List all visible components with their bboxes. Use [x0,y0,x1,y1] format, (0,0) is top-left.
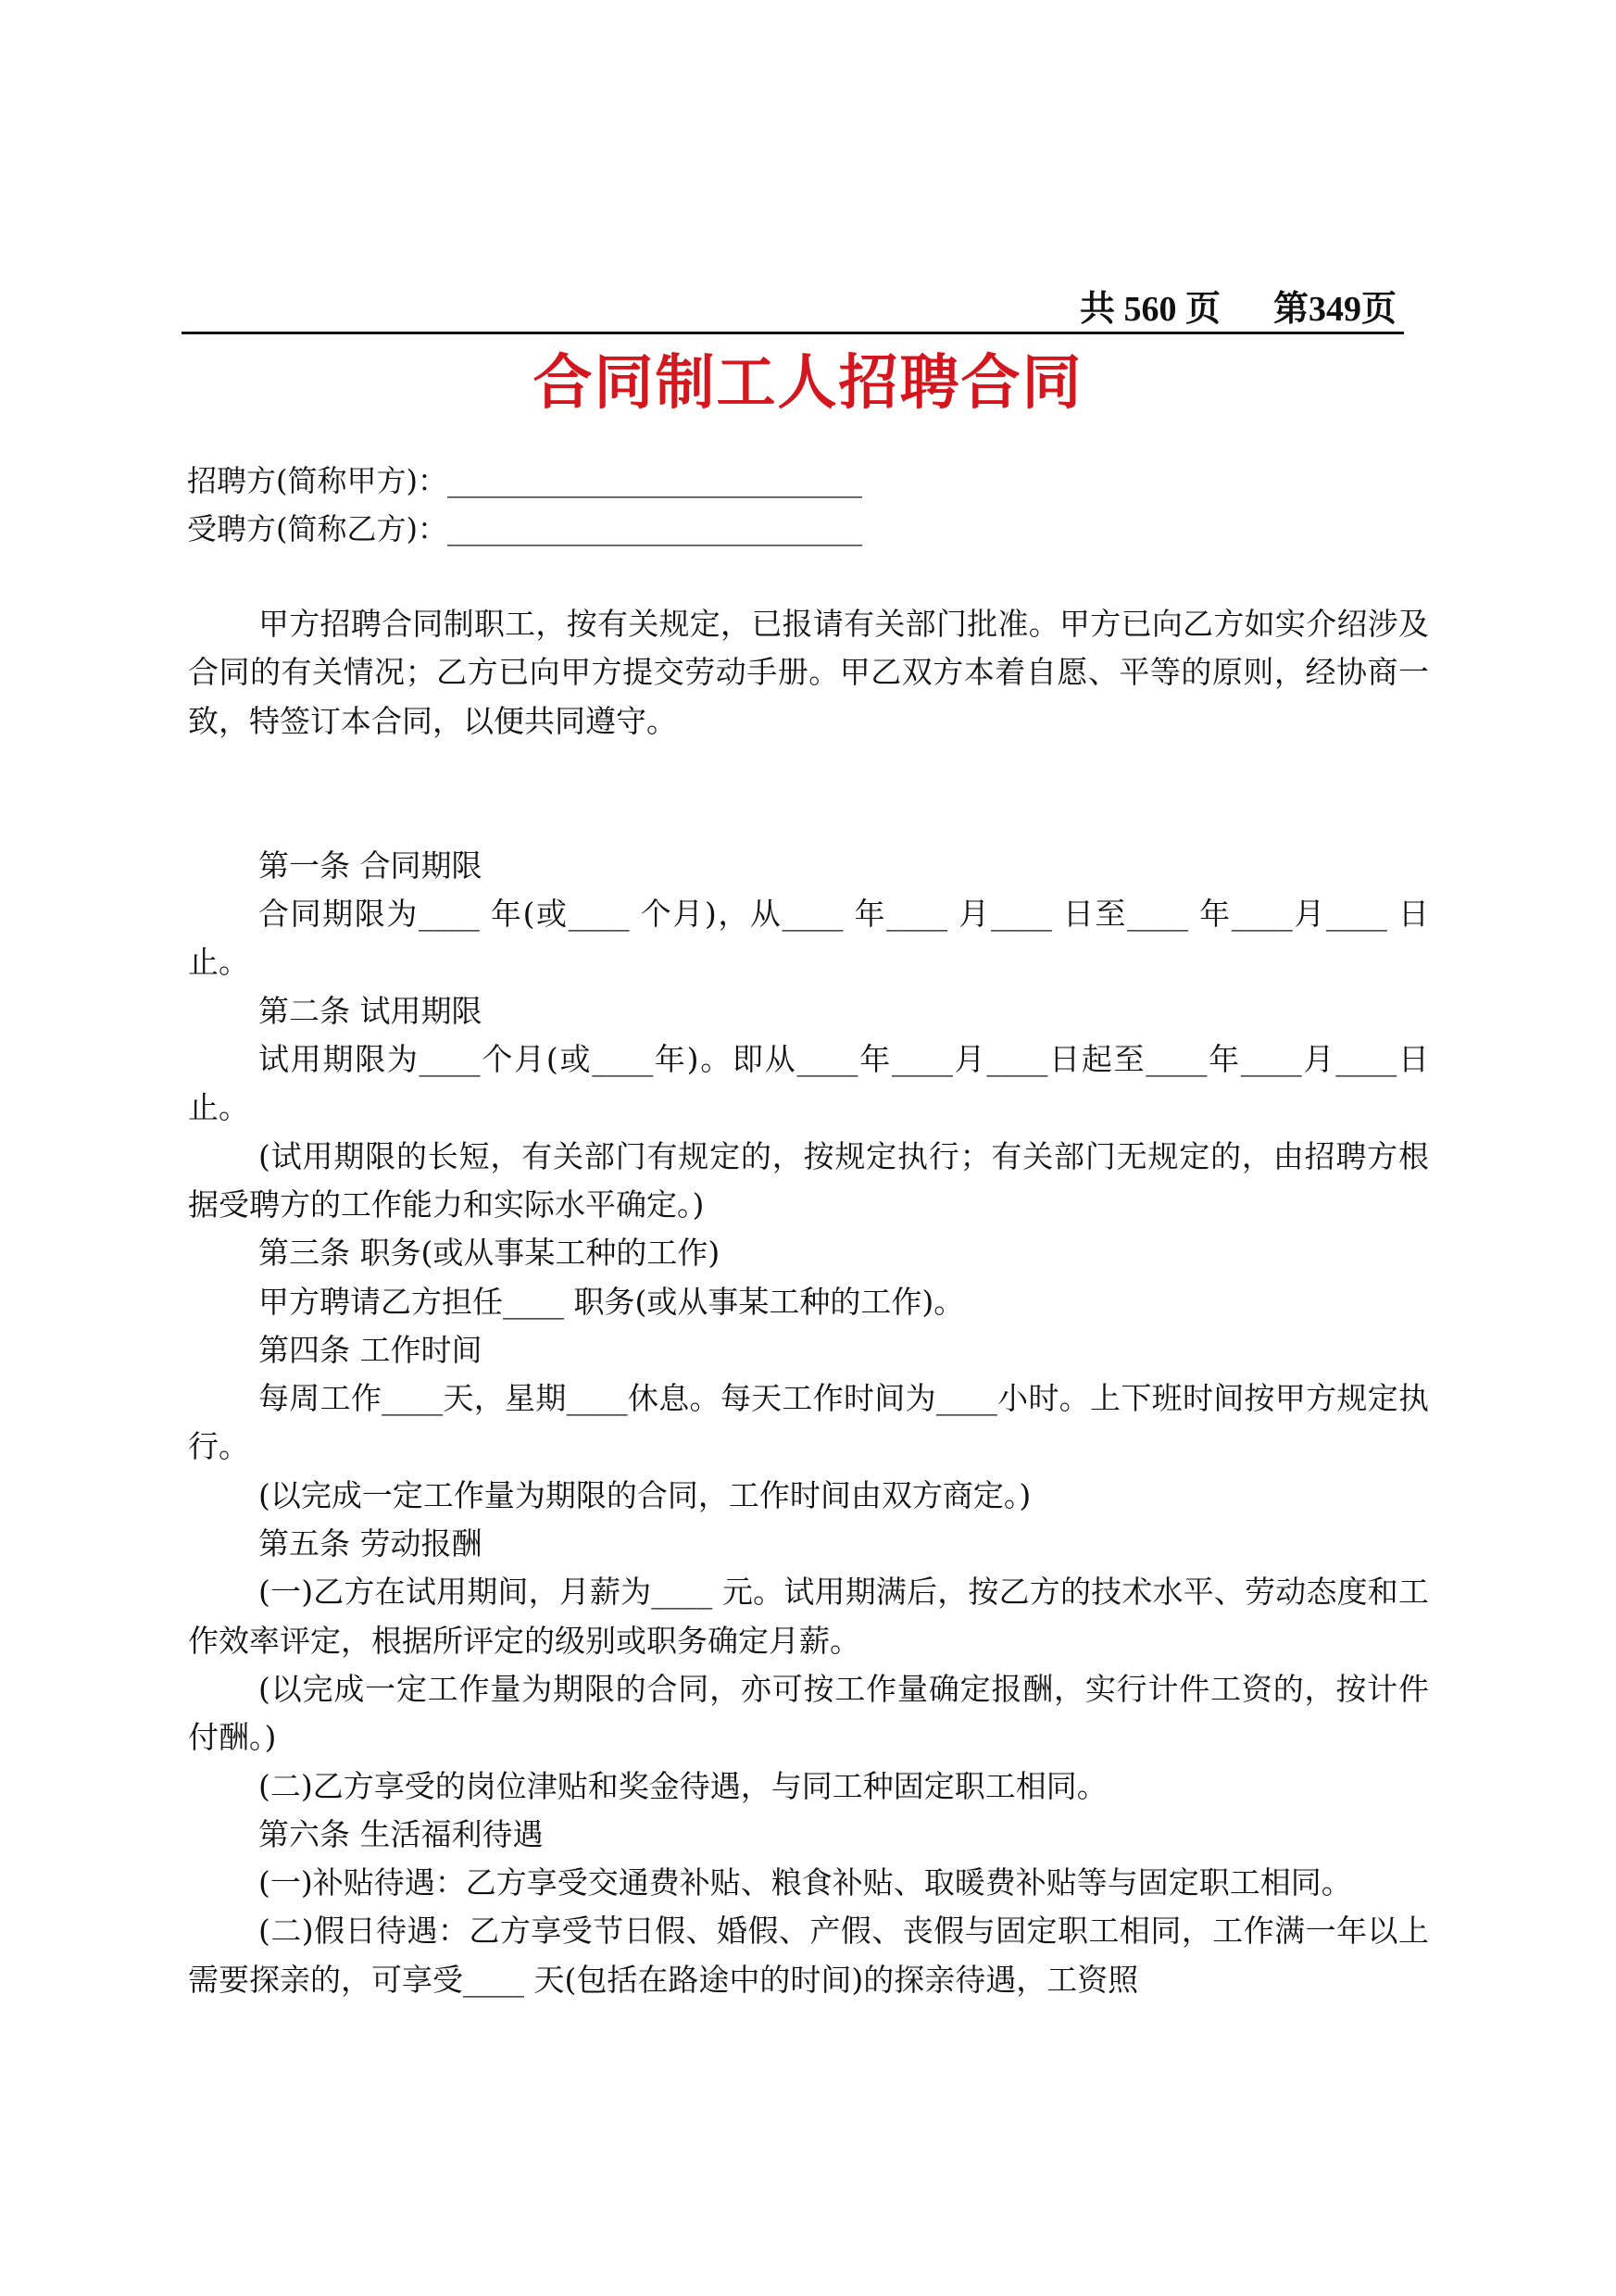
article-4-text: 每周工作____天，星期____休息。每天工作时间为____小时。上下班时间按甲方规定执行。 [188,1380,1429,1465]
article-6-item-1: (一)补贴待遇：乙方享受交通费补贴、粮食补贴、取暖费补贴等与固定职工相同。 [258,1864,1352,1901]
article-1-heading: 第一条 合同期限 [258,847,482,884]
article-2-note: (试用期限的长短，有关部门有规定的，按规定执行；有关部门无规定的，由招聘方根据受聘方的工作能力和实际水平确定。) [188,1137,1429,1223]
page-header [182,278,1404,334]
party-a-line: 招聘方(简称甲方)：____________________________ [187,463,862,498]
contract-body [188,600,1429,2004]
current-suffix: 页 [1360,290,1397,329]
total-prefix: 共 [1079,290,1115,329]
total-pages: 560 [1123,290,1177,329]
total-suffix: 页 [1184,290,1221,329]
article-3-text: 甲方聘请乙方担任____ 职务(或从事某工种的工作)。 [258,1283,965,1320]
article-2-text: 试用期限为____个月(或____年)。即从____年____月____日起至____年____月____日止。 [188,1041,1429,1126]
article-6-heading: 第六条 生活福利待遇 [258,1815,544,1852]
current-prefix: 第 [1272,290,1309,329]
article-6-item-2: (二)假日待遇：乙方享受节日假、婚假、产假、丧假与固定职工相同，工作满一年以上需要探亲的，可享受____ 天(包括在路途中的时间)的探亲待遇，工资照 [188,1913,1429,1998]
document-title: 合同制工人招聘合同 [532,349,1084,418]
preamble-paragraph: 甲方招聘合同制职工，按有关规定，已报请有关部门批准。甲方已向乙方如实介绍涉及合同的有关情况；乙方已向甲方提交劳动手册。甲乙双方本着自愿、平等的原则，经协商一致，特签订本合同，以便共同遵守。 [188,606,1429,739]
article-4-heading: 第四条 工作时间 [258,1331,482,1368]
article-5-item-1: (一)乙方在试用期间，月薪为____ 元。试用期满后，按乙方的技术水平、劳动态度和工作效率评定，根据所评定的级别或职务确定月薪。 [188,1574,1429,1659]
party-b-line: 受聘方(简称乙方)：____________________________ [187,511,862,546]
article-5-item-2: (二)乙方享受的岗位津贴和奖金待遇，与同工种固定职工相同。 [258,1767,1108,1804]
page-counter [1080,280,1397,331]
article-4-note: (以完成一定工作量为期限的合同，工作时间由双方商定。) [258,1476,1032,1513]
article-5-heading: 第五条 劳动报酬 [258,1525,482,1562]
current-page: 349 [1308,290,1361,329]
article-2-heading: 第二条 试用期限 [258,992,482,1029]
article-5-note: (以完成一定工作量为期限的合同，亦可按工作量确定报酬，实行计件工资的，按计件付酬。) [188,1670,1429,1756]
article-1-text: 合同期限为____ 年(或____ 个月)，从____ 年____ 月____ 日至____ 年____月____ 日止。 [188,896,1429,981]
article-3-heading: 第三条 职务(或从事某工种的工作) [258,1235,720,1272]
